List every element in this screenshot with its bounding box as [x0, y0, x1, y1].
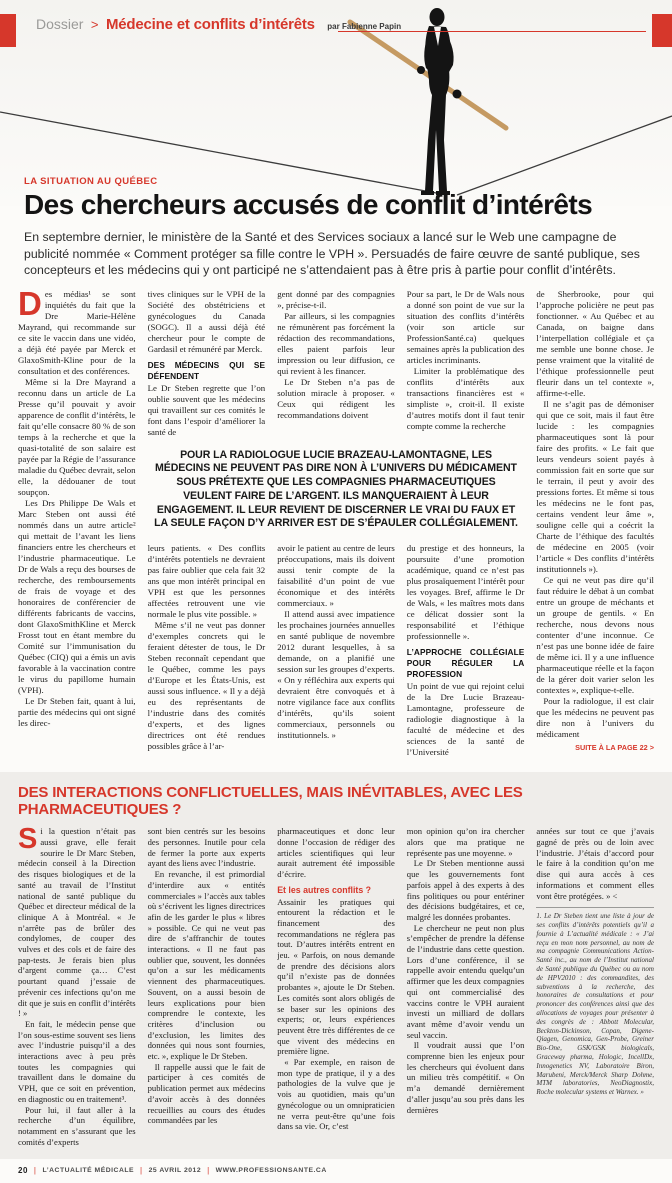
- header-bar: [0, 14, 672, 50]
- article-column-3-top: gent donné par des compagnies », précise-t-il. Par ailleurs, si les compagnies ne rémunèrent pas forcément la rédaction des recommandations, elles paient parfois leur impression ou leur diffusion, ce qui revient à les financer. Le Dr Steben n’a pas de solution miracle à proposer. « Ceux qui rédigent les recommandations doivent: [277, 288, 395, 420]
- sidebar-headline: DES INTERACTIONS CONFLICTUELLES, MAIS INÉVITABLES, AVEC LES PHARMACEUTIQUES ?: [18, 784, 523, 819]
- article-column-4-top: Pour sa part, le Dr de Wals nous a donné son point de vue sur la situation des conflits d’intérêts (voir son article sur ProfessionSanté.ca) quelques semaines après la publication des articles incriminants. Limiter la problématique des conflits d’intérêts aux transactions financières est « simpliste », croit-il. Il existe d’autres motifs dont il faut tenir compte comme la recherche: [406, 288, 525, 431]
- sidebar-column-2: sont bien centrés sur les besoins des personnes. Inutile pour cela de fermer la porte aux experts ayant des liens avec l’industrie. En revanche, il est primordial d’interdire aux « entités commerciales » l’accès aux tables où s’écrivent les lignes directrices afin de les garder le plus « libres » possible. Ce qui ne veut pas dire de s’affranchir de toutes interactions. « Il ne faut pas oublier que, souvent, les données qu’on a sur les médicaments viennent des pharmaceutiques. Souvent, on a aussi besoin de leurs explications pour bien comprendre le contexte, les critères d’inclusion ou d’exclusion, les limites des données qui nous sont fournies, etc. », explique le Dr Steben. Il rappelle aussi que le fait de participer à ces comités de publication permet aux médecins d’avoir accès à des données recueillies au cours des études commandées par les: [147, 826, 266, 1126]
- footer-separator: |: [207, 1166, 210, 1176]
- chevron-separator-icon: >: [90, 17, 99, 32]
- page-title: Des chercheurs accusés de conflit d’intérêts: [24, 189, 593, 220]
- sidebar-column-3: pharmaceutiques et donc leur donne l’occasion de rédiger des articles scientifiques qui leur aurait autrement été impossible d’écrire. Et les autres conflits ? Assainir les pratiques qui entourent la rédaction et le financement des recommandations ne réglera pas tout. D’autres intérêts entrent en jeu. « Parfois, on nous demande de prendre des décisions alors qu’il n’existe pas de données probantes », ajoute le Dr Steben. Les comités sont alors obligés de se baser sur les opinions des experts; or, leurs expériences peuvent être très différentes de ce que vivent des médecins en première ligne. « Par exemple, en raison de mon type de pratique, il y a des pathologies de la vulve que je vois au quotidien, mais qu’un gynécologue ou un omnipraticien ne verra peut-être qu’une fois dans sa vie. Or, c’est: [277, 826, 395, 1132]
- footer-separator: |: [33, 1166, 37, 1176]
- article-column-3-bottom: avoir le patient au centre de leurs préoccupations, mais ils doivent aussi tenir compte de la faisabilité d’un point de vue économique et des intérêts commerciaux. » Il attend aussi avec impatience les prochaines journées annuelles en santé publique de novembre 2012 durant lesquelles, à sa demande, on a planifié une session sur les groupes d’experts. « On y réfléchira aux experts qui devraient être convoqués et à notre vigilance face aux conflits d’intérêts, qu’ils soient commerciaux, personnels ou institutionnels. »: [277, 543, 395, 741]
- article-column-4-bottom: du prestige et des honneurs, la poursuite d’une promotion académique, quand ce n’est pas plus prosaïquement l’intérêt pour les voyages. Bref, affirme le Dr de Wals, « les maîtres mots dans ce délicat dossier sont la responsabilité et l’éthique professionnelle ». L’APPROCHE COLLÉGIALE POUR RÉGULER LA PROFESSION Un point de vue qui rejoint celui de la Dre Lucie Brazeau-Lamontagne, professeure de radiologie diagnostique à la faculté de médecine et des sciences de la santé de l’Université: [406, 543, 525, 758]
- website-url: WWW.PROFESSIONSANTE.CA: [215, 1167, 327, 1175]
- sidebar-section: [0, 772, 672, 1159]
- lede-paragraph: En septembre dernier, le ministère de la Santé et des Services sociaux a lancé sur le Web une campagne de publicité nommée « Comment protéger sa fille contre le VPH ». Persuadés de faire œuvre de santé publique, ses concepteurs et les médecins qui y ont participé ne s’attendaient pas à être pris à partie pour conflit d’intérêts.: [24, 230, 640, 277]
- sidebar-column-1: Si la question n’était pas aussi grave, elle ferait sourire le Dr Marc Steben, médecin conseil à la Direction des risques biologiques et de la santé au travail de l’Institut national de santé publique du Québec et directeur médical de la clinique A à Montréal. « Je n’arrête pas de brûler des condylomes, de couper des vulves et des cols et de faire des pap-tests. Je ferais bien plus d’argent comme ça… C’est pourtant quand j’essaie de prévenir ces infections qu’on me dit que je suis en conflit d’intérêts ! » En fait, le médecin pense que l’on sous-estime souvent ses liens avec l’industrie puisqu’il a des interactions avec à peu près toutes les compagnies qui travaillent dans le domaine du VPH, que ce soit en prévention, en diagnostic ou en traitement³. Pour lui, il faut aller à la recherche d’un équilibre, notamment en s’assurant que les comités d’experts: [18, 823, 136, 1147]
- sidebar-column-5: années sur tout ce que j’avais gagné de près ou de loin avec l’industrie. J’étais d’accord pour le faire à la condition qu’on me dise qui aura accès à ces informations et comment elles vont être protégées. » < 1. Le Dr Steben tient une liste à jour de ses conflits d’intérêts potentiels qu’il a fournie à L’actualité médicale : « J’ai reçu en mon nom personnel, au nom de ma compagnie Communications Action-Santé inc., au nom de l’Institut national de Santé publique du Québec ou au nom de HPV2010 : des commandites, des subventions à la recherche, des honoraires de consultations et pour prononcer des conférences ainsi que des allocations de voyages pour présenter à des congrès de : Abbott Molecular, Beckton-Dickinson, Copan, Digene-Qiagen, Genomica, Gen-Probe, Greiner Bio-One, GSK/GSK biologicals, Graceway pharma, Hologic, IncellDx, Innogenetics NV, Laboratoire Biron, Marubeni, Merck/Merck Sharp Dohme, MTM laboratories, NeoDiagnostix, Roche molecular systems et Warnex. »: [536, 826, 654, 1097]
- article-column-2-top: tives cliniques sur le VPH de la Société des obstétriciens et gynécologues du Canada (SOGC). Il a aussi déjà été chercheur pour le compte de Gardasil et rémunéré par Merck. DES MÉDECINS QUI SE DÉFENDENT Le Dr Steben regrette que l’on oublie souvent que les médecins qui travaillent sur ces comités le font dans l’espoir d’améliorer la santé de: [147, 288, 266, 437]
- sidebar-column-4: mon opinion qu’on ira chercher alors que ma pratique ne représente pas une moyenne. » Le Dr Steben mentionne aussi que les gouvernements font parfois appel à des experts à des fins politiques ou pour entériner des décisions budgétaires, et ce, malgré les données probantes. Le chercheur ne peut non plus s’empêcher de prendre la défense de l’industrie dans cette question. Lors d’une conférence, il se rappelle avoir entendu quelqu’un affirmer que les deux compagnies qui ont commercialisé des vaccins contre le VPH auraient investi un milliard de dollars avant même d’avoir vendu un seul vaccin. Il voudrait aussi que l’on comprenne bien les enjeux pour les chercheurs qui évoluent dans un milieu très compétitif. « On m’a demandé dernièrement d’aller jusqu’au sou près dans les dernières: [406, 826, 525, 1115]
- article-column-5: de Sherbrooke, pour qui l’approche policière ne peut pas fonctionner. « Au Québec et au Canada, on baigne dans l’interpellation collégiale et ça me semble une bonne chose. Je pense vraiment que la vitalité de l’éthique professionnelle peut fleurir dans un tel contexte », affirme-t-elle. Il ne s’agit pas de démoniser qui que ce soit, mais il faut être lucide : les compagnies pharmaceutiques sont là pour faire des profits. « Le fait que leurs vendeurs soient payés à commission fait en sorte que sur le terrain, il peut y avoir des pressions fortes. Et même si tous les médecins ne le font pas, certains vendent leur âme », souligne celle qui a coécrit la Charte de l’éthique des facultés de médecine en 2005 (voir l’article « Des conflits d’intérêts institutionnels »). Ce qui ne veut pas dire qu’il faut réduire le débat à un combat entre un groupe de méchants et un groupe de gentils. « En recherche, nous devons nous contenter d’une inconnue. Ce n’est pas une bonne idée de faire de même ici. Il y a une influence pharmaceutique réelle et la façon de la gérer doit varier selon les contextes », explique-t-elle. Pour la radiologue, il est clair que les médecins ne peuvent pas dire non à l’univers du médicament SUITE À LA PAGE 22 >: [536, 288, 654, 752]
- footer-separator: |: [140, 1166, 143, 1176]
- publication-name: L’ACTUALITÉ MÉDICALE: [42, 1167, 135, 1175]
- byline: par Fabienne Papin: [327, 22, 402, 31]
- page-number: 20: [18, 1166, 28, 1176]
- kicker: LA SITUATION AU QUÉBEC: [24, 176, 158, 187]
- article-column-2-bottom: leurs patients. « Des conflits d’intérêts potentiels ne devraient pas faire oublier que cela fait 32 ans que mon intérêt principal en VPH est que les personnes affectées retrouvent une vie normale le plus vite possible. » Même s’il ne veut pas donner d’exemples concrets qui le feraient détester de tous, le Dr Steben reconnaît cependant que le Québec, comme les pays d’Europe et les États-Unis, est aussi sous influence. « Il y a déjà eu des représentants de l’industrie dans des comités d’experts, et des lignes directrices ont été rendues possibles grâce à l’ar-: [147, 543, 266, 752]
- pull-quote: POUR LA RADIOLOGUE LUCIE BRAZEAU-LAMONTAGNE, LES MÉDECINS NE PEUVENT PAS DIRE NON À L’UNIVERS DU MÉDICAMENT SOUS PRÉTEXTE QUE LES COMPAGNIES PHARMACEUTIQUES VEULENT FAIRE DE L’ARGENT. ILS MANQUERAIENT À LEUR ENGAGEMENT. IL LEUR REVIENT DE DISCERNER LE VRAI DU FAUX ET LA SEULE FAÇON D’Y ARRIVER EST DE S’ÉPAULER COLLÉGIALEMENT.: [154, 448, 518, 530]
- red-edge-tab-right: [652, 14, 672, 47]
- issue-date: 25 AVRIL 2012: [148, 1167, 202, 1175]
- red-edge-tab-left: [0, 14, 16, 47]
- main-article: [0, 279, 672, 767]
- article-column-1: Des médias¹ se sont inquiétés du fait que la Dre Marie-Hélène Mayrand, qui recommande sur ce site le vaccin dans une vidéo, a déjà été payée par Merck et GlaxoSmith-Kline pour de la consultation et des conférences. Même si la Dre Mayrand a reconnu dans un article de La Presse qu’il pouvait y avoir apparence de conflit d’intérêts, le fait qu’elle consacre 80 % de son temps à la recherche et que la quasi-totalité de son salaire est payée par la Régie de l’assurance maladie du Québec devrait, selon elle, la dédouaner de tout soupçon. Les Drs Philippe De Wals et Marc Steben ont aussi été nommés dans un autre article² qui mettait de l’avant les liens financiers entre les chercheurs et l’industrie pharmaceutique. Le Dr de Wals a reçu des bourses de recherche, des remboursements de frais de voyage et des honoraires de conférencier de différents fabricants de vaccins, dont GlaxoSmithKline et Merck Frosst tout en étant membre du Comité sur l’immunisation du Québec (CIQ) qui a émis un avis favorable à la vaccination contre le virus du papillome humain (VPH). Le Dr Steben fait, quant à lui, partie des médecins qui ont signé les direc-: [18, 284, 136, 728]
- page-footer: [0, 1159, 672, 1183]
- dossier-topic: Médecine et conflits d’intérêts: [105, 16, 315, 33]
- section-label: Dossier: [36, 16, 84, 32]
- headline-block: [0, 176, 672, 279]
